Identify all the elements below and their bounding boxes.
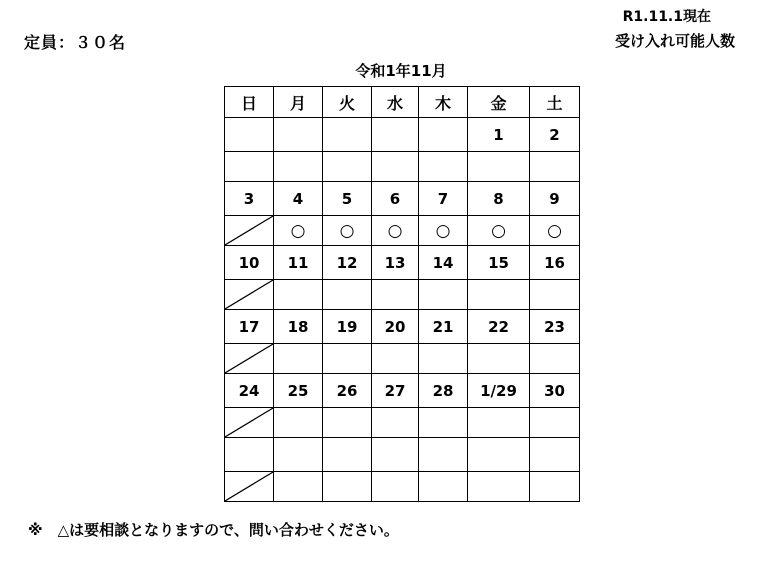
date-cell: 13 <box>372 246 419 280</box>
weekday-header-row <box>225 87 580 118</box>
date-cell: 27 <box>372 374 419 408</box>
availability-cell <box>323 344 372 374</box>
availability-cell <box>468 472 530 502</box>
date-cell <box>225 118 274 152</box>
availability-cell <box>274 152 323 182</box>
availability-cell: ○ <box>372 216 419 246</box>
availability-cell <box>274 344 323 374</box>
date-cell: 1/29 <box>468 374 530 408</box>
calendar-title: 令和1年11月 <box>355 62 447 80</box>
availability-row <box>225 408 580 438</box>
date-row <box>225 374 580 408</box>
weekday-header: 木 <box>419 87 468 118</box>
date-cell: 9 <box>530 182 580 216</box>
date-row <box>225 310 580 344</box>
availability-cell <box>274 280 323 310</box>
date-cell: 26 <box>323 374 372 408</box>
availability-cell <box>225 216 274 246</box>
availability-cell <box>372 472 419 502</box>
date-cell: 24 <box>225 374 274 408</box>
capacity-label: 定員：３０名 <box>24 33 127 52</box>
availability-cell <box>530 472 580 502</box>
closed-slash-icon <box>225 408 273 437</box>
as-of-date: R1.11.1現在 <box>622 9 711 25</box>
availability-cell <box>323 408 372 438</box>
date-cell: 25 <box>274 374 323 408</box>
date-cell <box>372 118 419 152</box>
availability-cell <box>323 472 372 502</box>
availability-cell <box>225 408 274 438</box>
date-cell: 4 <box>274 182 323 216</box>
date-row <box>225 118 580 152</box>
date-cell <box>530 438 580 472</box>
date-cell: 20 <box>372 310 419 344</box>
date-cell: 1 <box>468 118 530 152</box>
closed-slash-icon <box>225 344 273 373</box>
weekday-header: 月 <box>274 87 323 118</box>
date-row <box>225 438 580 472</box>
date-cell <box>274 438 323 472</box>
footer-note: ※ △は要相談となりますので、問い合わせください。 <box>28 521 399 539</box>
date-cell: 12 <box>323 246 372 280</box>
date-cell: 10 <box>225 246 274 280</box>
availability-cell <box>419 280 468 310</box>
date-row <box>225 246 580 280</box>
date-cell: 21 <box>419 310 468 344</box>
date-cell: 3 <box>225 182 274 216</box>
availability-cell <box>419 152 468 182</box>
availability-cell: ○ <box>274 216 323 246</box>
availability-cell <box>530 408 580 438</box>
availability-row <box>225 152 580 182</box>
date-cell: 6 <box>372 182 419 216</box>
availability-cell <box>225 280 274 310</box>
availability-cell <box>530 344 580 374</box>
date-cell <box>323 118 372 152</box>
availability-cell <box>225 472 274 502</box>
date-cell: 17 <box>225 310 274 344</box>
weekday-header: 水 <box>372 87 419 118</box>
date-cell: 28 <box>419 374 468 408</box>
availability-cell <box>468 152 530 182</box>
date-cell: 2 <box>530 118 580 152</box>
date-cell <box>225 438 274 472</box>
availability-cell <box>225 152 274 182</box>
availability-cell <box>530 280 580 310</box>
date-cell <box>419 118 468 152</box>
weekday-header: 土 <box>530 87 580 118</box>
availability-cell <box>372 344 419 374</box>
availability-cell: ○ <box>468 216 530 246</box>
date-cell: 23 <box>530 310 580 344</box>
availability-cell <box>530 152 580 182</box>
date-cell <box>419 438 468 472</box>
closed-slash-icon <box>225 216 273 245</box>
weekday-header: 日 <box>225 87 274 118</box>
availability-cell <box>274 408 323 438</box>
availability-cell: ○ <box>530 216 580 246</box>
availability-cell: ○ <box>323 216 372 246</box>
availability-cell <box>468 280 530 310</box>
availability-cell: ○ <box>419 216 468 246</box>
availability-cell <box>225 344 274 374</box>
date-cell: 14 <box>419 246 468 280</box>
calendar-table <box>224 86 580 502</box>
availability-cell <box>274 472 323 502</box>
availability-cell <box>419 344 468 374</box>
date-cell <box>468 438 530 472</box>
availability-cell <box>372 152 419 182</box>
weekday-header: 金 <box>468 87 530 118</box>
availability-title: 受け入れ可能人数 <box>614 32 735 50</box>
availability-cell <box>468 408 530 438</box>
availability-cell <box>323 280 372 310</box>
availability-cell <box>372 280 419 310</box>
date-cell: 19 <box>323 310 372 344</box>
availability-row <box>225 216 580 246</box>
date-row <box>225 182 580 216</box>
date-cell: 11 <box>274 246 323 280</box>
availability-cell <box>372 408 419 438</box>
closed-slash-icon <box>225 472 273 501</box>
date-cell: 15 <box>468 246 530 280</box>
date-cell: 22 <box>468 310 530 344</box>
date-cell: 16 <box>530 246 580 280</box>
availability-cell <box>419 408 468 438</box>
availability-row <box>225 344 580 374</box>
date-cell <box>323 438 372 472</box>
date-cell: 7 <box>419 182 468 216</box>
availability-cell <box>323 152 372 182</box>
availability-row <box>225 280 580 310</box>
date-cell: 18 <box>274 310 323 344</box>
closed-slash-icon <box>225 280 273 309</box>
weekday-header: 火 <box>323 87 372 118</box>
date-cell: 8 <box>468 182 530 216</box>
date-cell: 30 <box>530 374 580 408</box>
date-cell <box>274 118 323 152</box>
availability-cell <box>468 344 530 374</box>
date-cell <box>372 438 419 472</box>
availability-row <box>225 472 580 502</box>
date-cell: 5 <box>323 182 372 216</box>
availability-cell <box>419 472 468 502</box>
